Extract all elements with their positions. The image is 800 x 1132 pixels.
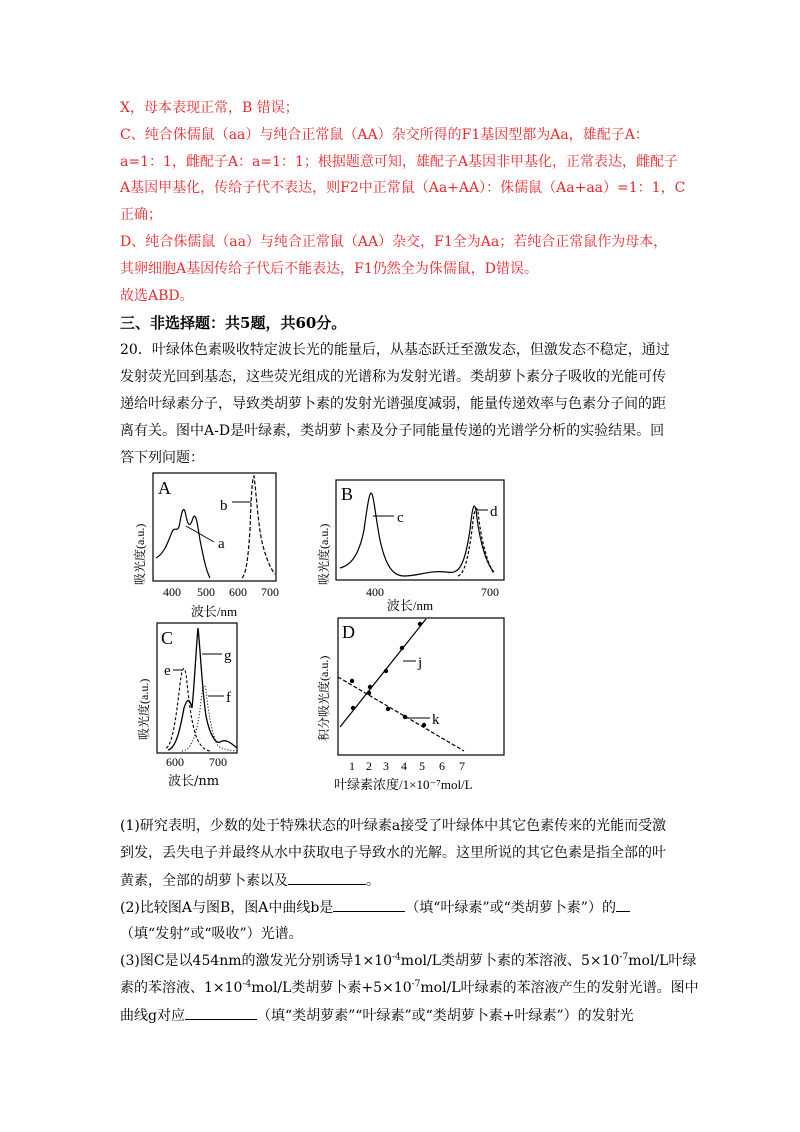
q3-line-1-text-b: mol/L类胡萝卜素的苯溶液、5×10 (400, 953, 620, 969)
figure-a-tick-600: 600 (229, 585, 247, 599)
figure-a-xlabel: 波长/nm (190, 604, 238, 619)
q2-answer-blank-2[interactable] (616, 897, 630, 912)
figure-d-tick-3: 3 (383, 759, 389, 773)
q3-line-2-exp-1: -4 (242, 979, 252, 990)
figure-c (120, 620, 250, 770)
figure-c-curve-label-g: g (224, 648, 232, 664)
figure-b-curve-label-c: c (397, 510, 404, 526)
figure-a-curve-a (156, 509, 210, 578)
q3-line-1-exp-1: -4 (392, 952, 401, 963)
figure-c-curve-g (168, 628, 237, 750)
answer-line-3: a=1：1，雌配子A：a=1：1；根据题意可知，雄配子A基因非甲基化，正常表达，雌配子 (120, 154, 679, 170)
q3-line-3 (120, 1005, 634, 1026)
figure-b-curve-d (458, 509, 494, 576)
q1-line-3-end: 。 (366, 873, 380, 889)
figure-b (308, 470, 508, 620)
figure-a-curve-label-b: b (220, 498, 228, 514)
figure-c-curve-label-e: e (164, 663, 171, 679)
figure-a-curve-label-a: a (218, 536, 225, 552)
figure-d-tick-4: 4 (401, 759, 407, 773)
figure-c-label: C (161, 628, 174, 648)
q2-line-1-mid: （填“叶绿素”或“类胡萝卜素”）的 (405, 900, 616, 916)
answer-line-5: 正确； (120, 207, 162, 223)
figure-c-xlabel: 波长/nm (168, 774, 220, 789)
q3-line-2 (120, 978, 699, 998)
figure-b-label: B (341, 484, 354, 504)
figure-a-tick-400: 400 (163, 585, 181, 599)
q1-line-1: (1)研究表明，少数的处于特殊状态的叶绿素a接受了叶绿体中其它色素传来的光能而受激 (120, 818, 667, 834)
answer-line-6: D、纯合侏儒鼠（aa）与纯合正常鼠（AA）杂交，F1全为Aa；若纯合正常鼠作为母本， (120, 234, 668, 250)
figure-d-curve-label-j: j (418, 655, 423, 671)
figure-d-ylabel: 积分吸光度(a.u.) (317, 655, 331, 741)
q3-line-3-text-a: 曲线g对应 (120, 1008, 185, 1024)
q1-answer-blank[interactable] (288, 870, 366, 885)
q1-line-3 (120, 870, 380, 891)
figure-b-ylabel: 吸光度(a.u.) (317, 523, 331, 585)
q3-line-1 (120, 951, 696, 971)
figure-b-curve-label-d: d (490, 504, 498, 520)
q3-line-3-text-b: （填“类胡萝素”“叶绿素”或“类胡萝卜素+叶绿素”）的发射光 (256, 1008, 634, 1024)
question-line-5: 答下列问题： (120, 450, 204, 466)
figure-a (120, 470, 290, 620)
figure-d-xlabel: 叶绿素浓度/1×10⁻⁷mol/L (334, 777, 473, 792)
question-line-2: 发射荧光回到基态，这些荧光组成的光谱称为发射光谱。类胡萝卜素分子吸收的光能可传 (120, 369, 666, 385)
question-line-1: 20．叶绿体色素吸收特定波长光的能量后，从基态跃迁至激发态，但激发态不稳定，通过 (120, 342, 670, 358)
answer-line-7: 其卵细胞A基因传给子代后不能表达，F1仍然全为侏儒鼠，D错误。 (120, 261, 538, 277)
figure-c-tick-700: 700 (209, 755, 227, 769)
q3-answer-blank[interactable] (185, 1005, 257, 1020)
figure-d-tick-7: 7 (459, 759, 465, 773)
figure-d-tick-6: 6 (439, 759, 445, 773)
figure-a-ylabel: 吸光度(a.u.) (133, 523, 147, 585)
figure-c-ylabel: 吸光度(a.u.) (137, 678, 151, 740)
q2-line-1-text: (2)比较图A与图B，图A中曲线b是 (120, 900, 334, 916)
figure-d-label: D (342, 622, 355, 642)
answer-line-8: 故选ABD。 (120, 288, 194, 304)
section-heading: 三、非选择题：共5题，共60分。 (120, 314, 347, 332)
answer-line-1: X，母本表现正常，B 错误； (120, 100, 299, 116)
q2-answer-blank-1[interactable] (333, 897, 405, 912)
figure-d-tick-5: 5 (419, 759, 425, 773)
q2-line-2: （填“发射”或“吸收”）光谱。 (120, 926, 303, 942)
figure-d-curve-label-k: k (432, 712, 440, 728)
q3-line-2-text-a: 素的苯溶液、1×10 (120, 980, 243, 996)
figure-b-xlabel: 波长/nm (386, 598, 434, 613)
figure-d (300, 615, 510, 795)
q2-line-1 (120, 897, 630, 918)
figure-b-tick-700: 700 (481, 585, 499, 599)
q1-line-2: 到发，丢失电子并最终从水中获取电子导致水的光解。这里所说的其它色素是指全部的叶 (120, 845, 666, 861)
figure-b-curve-c (340, 493, 494, 576)
q3-line-1-text-a: (3)图C是以454nm的激发光分别诱导1×10 (120, 953, 393, 969)
answer-line-4: A基因甲基化，传给子代不表达，则F2中正常鼠（Aa+AA）：侏儒鼠（Aa+aa）=1：1，C (120, 180, 686, 196)
figure-b-tick-400: 400 (366, 585, 384, 599)
q1-line-3-text: 黄素，全部的胡萝卜素以及 (120, 873, 288, 889)
question-line-3: 递给叶绿素分子，导致类胡萝卜素的发射光谱强度减弱，能量传递效率与色素分子间的距 (120, 396, 666, 412)
answer-line-2: C、纯合侏儒鼠（aa）与纯合正常鼠（AA）杂交所得的F1基因型都为Aa，雄配子A： (120, 127, 649, 143)
figure-d-tick-2: 2 (366, 759, 372, 773)
q3-line-2-text-c: mol/L叶绿素的苯溶液产生的发射光谱。图中 (420, 980, 699, 996)
figure-c-curve-e (166, 669, 210, 751)
figure-a-label: A (158, 478, 171, 498)
figure-a-curve-b (242, 476, 275, 578)
figure-d-line-k (338, 677, 464, 751)
q3-line-1-text-c: mol/L叶绿 (628, 953, 697, 969)
q3-line-2-exp-2: -7 (411, 979, 421, 990)
question-line-4: 离有关。图中A-D是叶绿素，类胡萝卜素及分子同能量传递的光谱学分析的实验结果。回 (120, 423, 665, 439)
q3-line-1-exp-2: -7 (619, 952, 629, 963)
figure-d-tick-1: 1 (349, 759, 355, 773)
q3-line-2-text-b: mol/L类胡萝卜素+5×10 (251, 980, 412, 996)
figure-a-tick-700: 700 (261, 585, 279, 599)
figure-a-tick-500: 500 (197, 585, 215, 599)
figure-c-tick-600: 600 (166, 755, 184, 769)
figure-c-curve-label-f: f (226, 690, 231, 706)
